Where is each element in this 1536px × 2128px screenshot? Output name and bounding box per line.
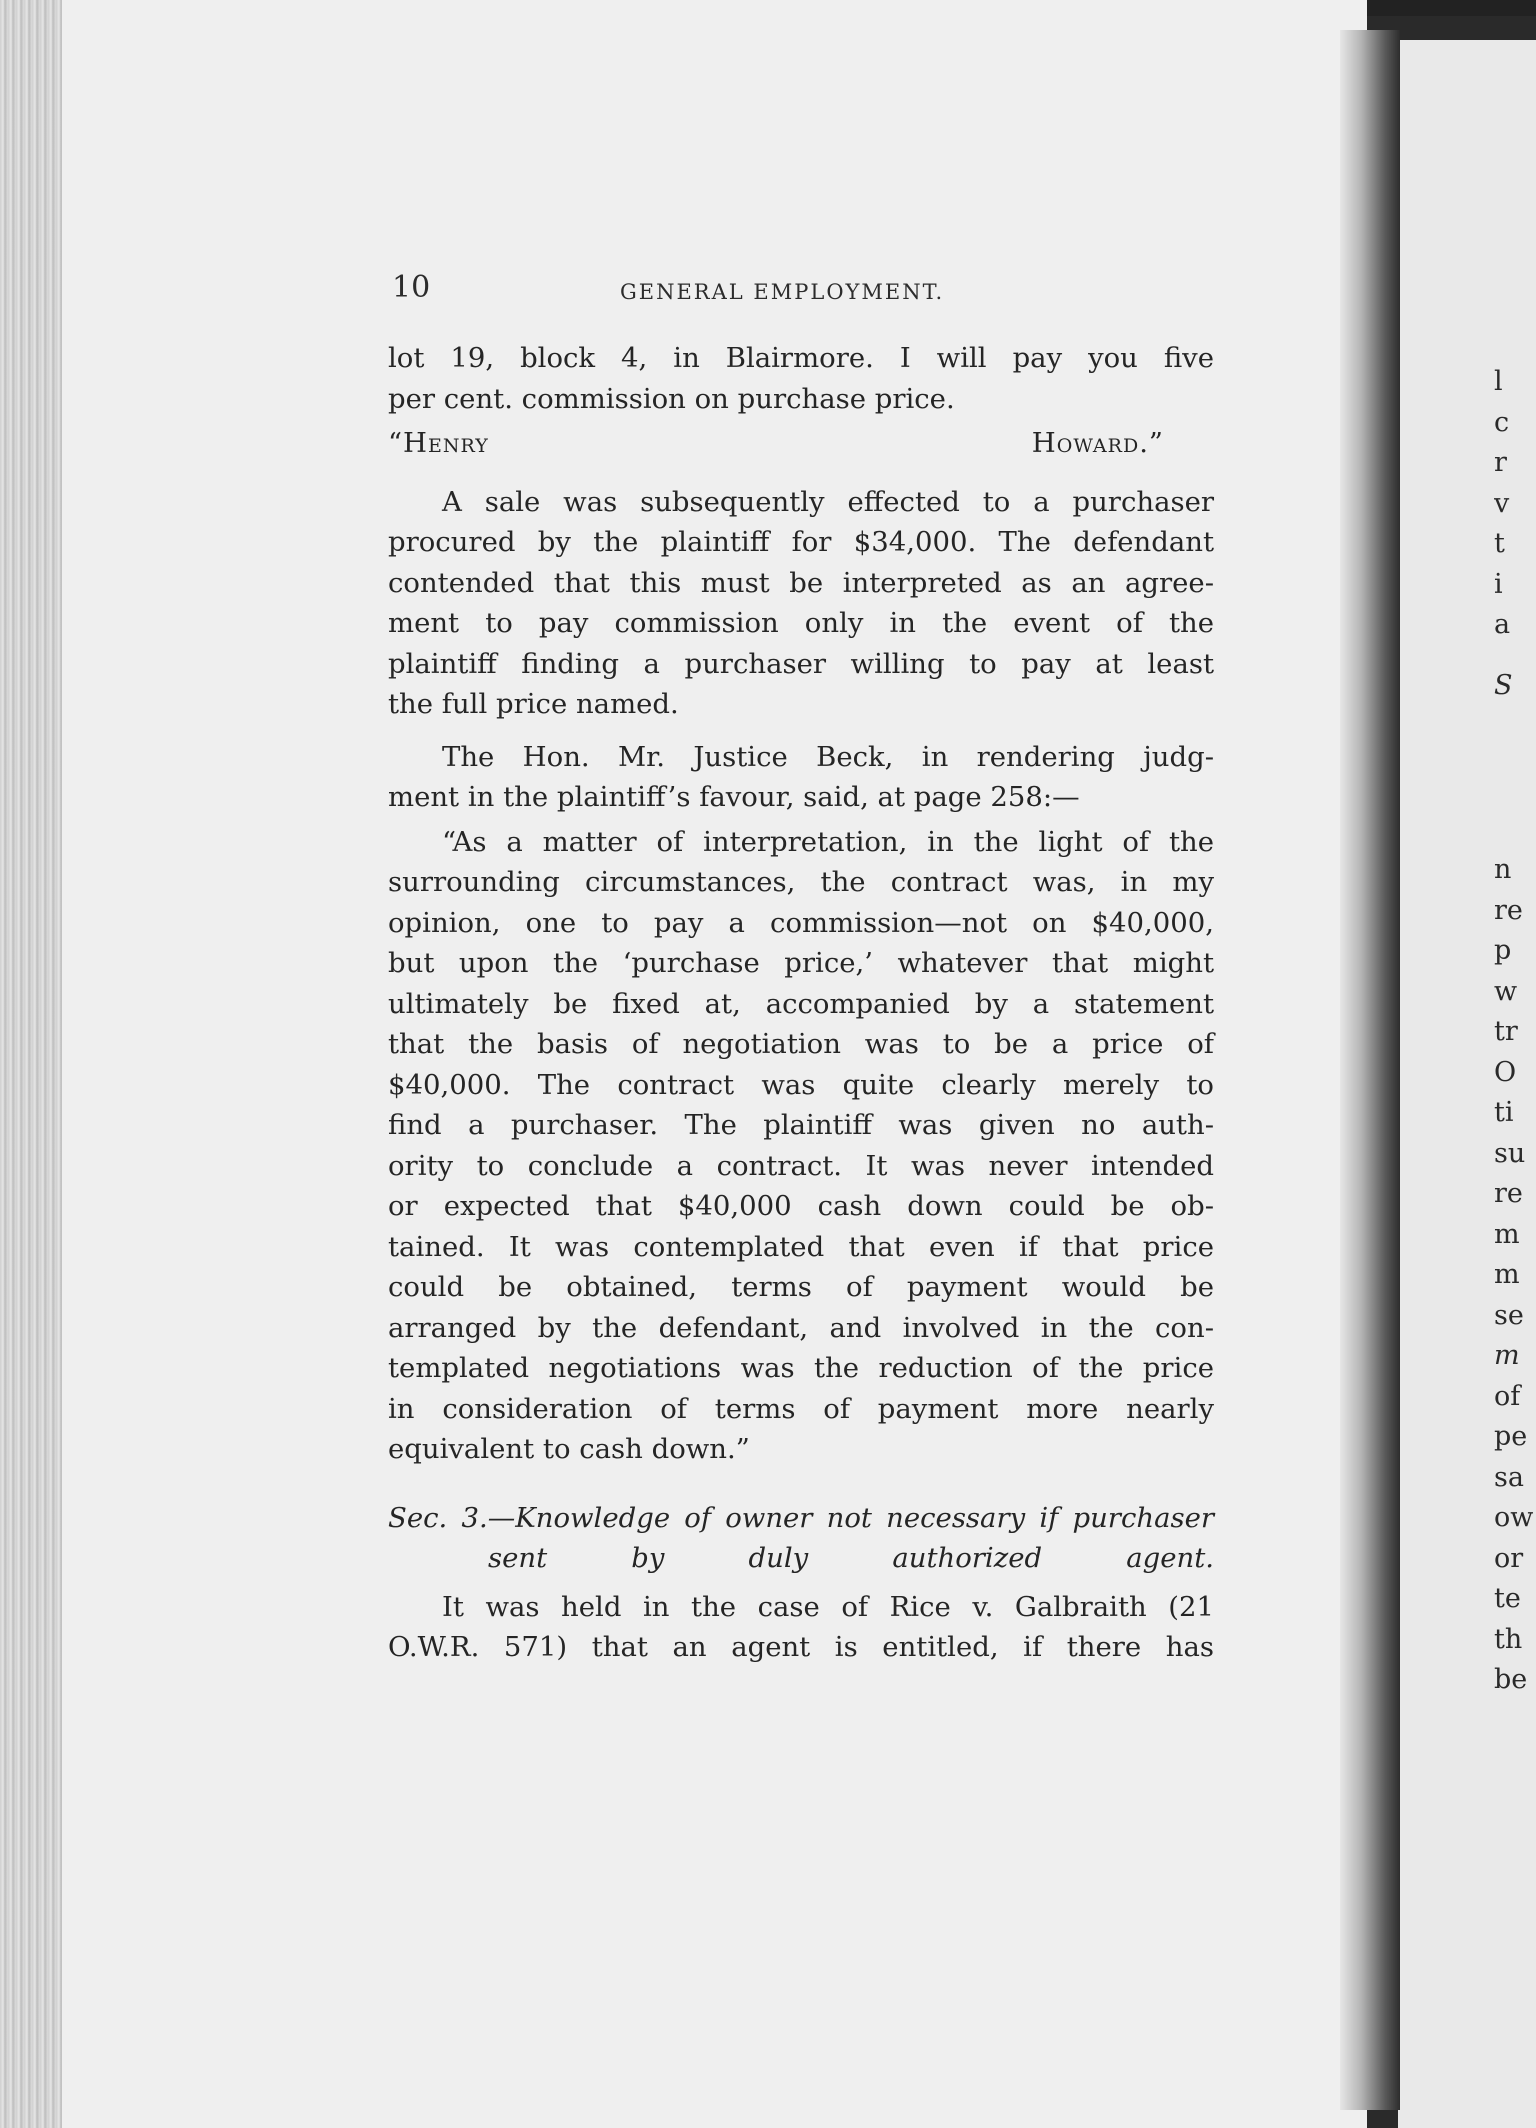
fragment: su	[1494, 1137, 1526, 1169]
fragment: sa	[1494, 1461, 1524, 1493]
fragment: re	[1494, 894, 1523, 926]
text-line: equivalent to cash down.”	[388, 1433, 750, 1465]
paragraph-rice-case	[388, 1587, 1214, 1668]
text-line: that the basis of negotiation was to be a price of	[388, 1028, 1214, 1060]
fragment: i	[1494, 568, 1503, 600]
text-line: in consideration of terms of payment more nearly	[388, 1392, 1214, 1425]
running-head: GENERAL EMPLOYMENT.	[620, 280, 945, 304]
page-header	[392, 270, 1212, 314]
fragment: S	[1494, 669, 1513, 701]
right-page-fragments-lower	[1494, 850, 1536, 1701]
fragment: c	[1494, 406, 1510, 438]
section-heading-line: Sec. 3.—Knowledge of owner not necessary if purchaser	[388, 1501, 1214, 1534]
fragment: l	[1494, 366, 1503, 397]
fragment: re	[1494, 1178, 1523, 1209]
fragment: v	[1494, 487, 1510, 519]
fragment: m	[1494, 1218, 1520, 1250]
page-number: 10	[392, 270, 431, 305]
text-line: ment in the plaintiff’s favour, said, at page 258:—	[388, 781, 1080, 813]
text-line: “As a matter of interpretation, in the light of the	[442, 825, 1214, 858]
text-line: It was held in the case of Rice v. Galbraith (21	[442, 1590, 1214, 1623]
fragment: te	[1494, 1583, 1521, 1614]
text-line: opinion, one to pay a commission—not on $40,000,	[388, 906, 1214, 939]
fragment: be	[1494, 1664, 1528, 1695]
judgment-quote	[388, 822, 1214, 1470]
text-line: ultimately be fixed at, accompanied by a statement	[388, 987, 1214, 1020]
fragment: of	[1494, 1380, 1521, 1412]
fragment: ti	[1494, 1097, 1514, 1128]
fragment: ow	[1494, 1502, 1534, 1533]
letter-excerpt	[388, 338, 1214, 419]
text-line: ment to pay commission only in the event of the	[388, 607, 1214, 639]
text-line: arranged by the defendant, and involved in the con-	[388, 1311, 1214, 1344]
text-line: surrounding circumstances, the contract was, in my	[388, 866, 1214, 898]
text-line: find a purchaser. The plaintiff was given no auth-	[388, 1109, 1214, 1141]
text-line: the full price named.	[388, 688, 679, 720]
fragment: or	[1494, 1542, 1524, 1574]
text-line: procured by the plaintiff for $34,000. The defendant	[388, 526, 1214, 558]
section-heading	[388, 1498, 1214, 1579]
text-line: A sale was subsequently effected to a purchaser	[442, 485, 1214, 518]
fragment: m	[1494, 1259, 1520, 1290]
fragment: t	[1494, 528, 1505, 559]
fragment: r	[1494, 447, 1507, 478]
paragraph-sale	[388, 482, 1214, 725]
fragment: se	[1494, 1299, 1524, 1331]
book-gutter	[1340, 30, 1400, 2110]
text-line: but upon the ‘purchase price,’ whatever that might	[388, 947, 1214, 979]
text-line: lot 19, block 4, in Blairmore. I will pay you five	[388, 342, 1214, 374]
text-line: could be obtained, terms of payment would be	[388, 1271, 1214, 1303]
text-line: per cent. commission on purchase price.	[388, 382, 955, 415]
text-line: tained. It was contemplated that even if that price	[388, 1230, 1214, 1263]
fragment-gap	[1494, 646, 1536, 666]
fragment: p	[1494, 935, 1512, 966]
text-line: or expected that $40,000 cash down could be ob-	[388, 1190, 1214, 1222]
text-line: templated negotiations was the reduction of the price	[388, 1352, 1214, 1384]
text-line: ority to conclude a contract. It was never intended	[388, 1149, 1214, 1182]
text-line: contended that this must be interpreted as an agree-	[388, 566, 1214, 599]
letter-signature: “Henry Howard.”	[388, 427, 1164, 459]
text-line: The Hon. Mr. Justice Beck, in rendering judg-	[442, 740, 1214, 773]
fragment: tr	[1494, 1016, 1518, 1047]
right-page-fragments-upper	[1494, 362, 1536, 706]
fragment: w	[1494, 975, 1518, 1007]
text-line: $40,000. The contract was quite clearly merely to	[388, 1068, 1214, 1101]
fragment: th	[1494, 1623, 1523, 1655]
book-page-edges	[0, 0, 70, 2128]
page-body	[388, 338, 1214, 1668]
section-heading-line: sent by duly authorized agent.	[488, 1542, 1214, 1574]
paragraph-judgment	[388, 737, 1214, 818]
fragment: pe	[1494, 1421, 1528, 1452]
text-line: O.W.R. 571) that an agent is entitled, if there has	[388, 1631, 1214, 1663]
fragment: m	[1494, 1340, 1520, 1371]
text-line: plaintiff finding a purchaser willing to pay at least	[388, 647, 1214, 680]
fragment: n	[1494, 854, 1512, 885]
fragment: O	[1494, 1056, 1517, 1088]
fragment: a	[1494, 609, 1511, 640]
